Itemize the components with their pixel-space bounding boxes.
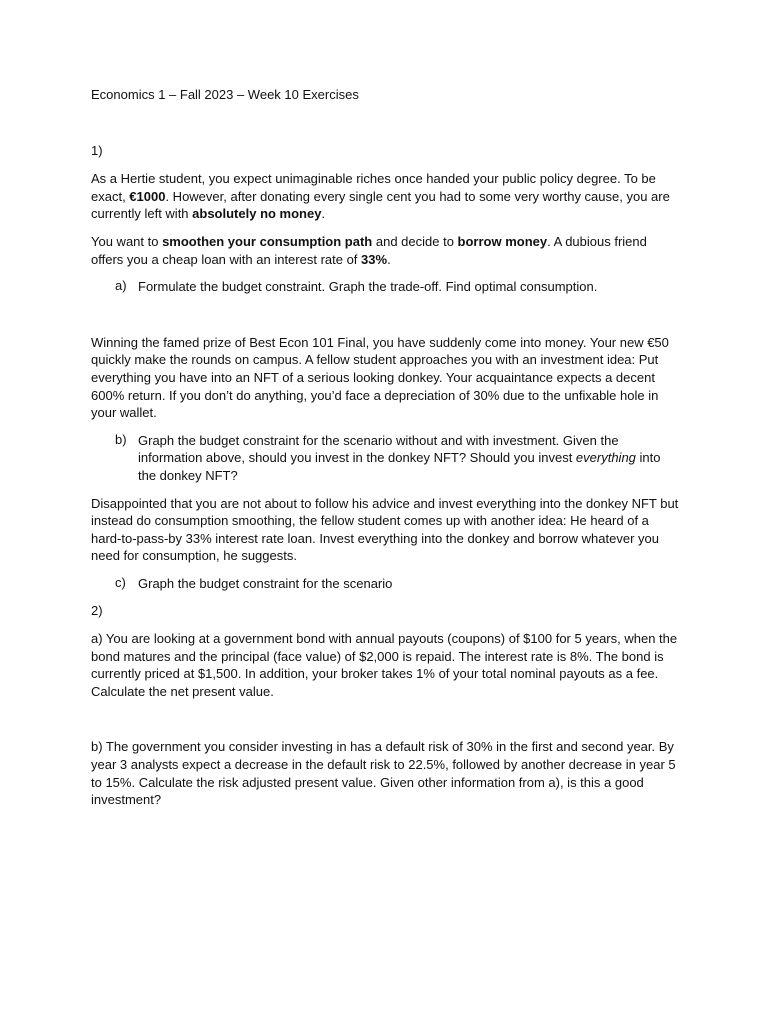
- everything-emphasis: everything: [575, 450, 636, 466]
- question-2b-paragraph: b) The government you consider investing in has a default risk of 30% in the first and second year. By year 3 analysts expect a decrease in the default risk to 22.5%, followed by another decrease in year 5 to 15%. Calculate the risk adjusted present value. Given other information from a), is this a good investment?: [91, 739, 676, 808]
- item-label: c): [115, 574, 126, 590]
- question-2-number: 2): [91, 603, 103, 619]
- question-1-number: 1): [91, 142, 103, 158]
- question-1-paragraph-3: Winning the famed prize of Best Econ 101 Final, you have suddenly come into money. Your new €50 quickly make the rounds on campus. A fellow student approaches you with an investment idea: Put everything you have into an NFT of a serious looking donkey. Your acquaintance expects a decent 600% return. If you don’t do anything, you’d face a depreciation of 30% due to the unfixable hole in your wallet.: [91, 334, 669, 421]
- question-1-paragraph-4: Disappointed that you are not about to follow his advice and invest everything into the donkey NFT but instead do consumption smoothing, the fellow student comes up with another idea: He heard of a hard-to-pass-by 33% interest rate loan. Invest everything into the donkey and borrow whatever you need for consumption, he suggests.: [91, 495, 679, 564]
- no-money-emphasis: absolutely no money: [192, 206, 322, 222]
- borrow-money-emphasis: borrow money: [457, 233, 548, 249]
- question-1-paragraph-2: You want to smoothen your consumption path and decide to borrow money. A dubious friend offers you a cheap loan with an interest rate of 33%.: [91, 233, 647, 267]
- question-1a-item: [91, 278, 681, 296]
- item-text: Formulate the budget constraint. Graph the trade-off. Find optimal consumption.: [138, 279, 598, 295]
- interest-rate-emphasis: 33%: [361, 251, 388, 267]
- consumption-path-emphasis: smoothen your consumption path: [162, 233, 373, 249]
- document-title: Economics 1 – Fall 2023 – Week 10 Exercises: [91, 87, 359, 102]
- item-text: Graph the budget constraint for the scenario: [138, 575, 393, 591]
- question-1c-item: [91, 575, 681, 593]
- item-label: a): [115, 278, 127, 294]
- question-1b-item: [91, 432, 681, 485]
- document-page: [91, 86, 681, 819]
- item-text: Graph the budget constraint for the scenario without and with investment. Given the information above, should you invest in the donkey NFT? Should you invest everything into the donkey NFT?: [138, 432, 661, 483]
- item-label: b): [115, 431, 127, 447]
- amount-emphasis: €1000: [129, 188, 166, 204]
- question-2a-paragraph: a) You are looking at a government bond with annual payouts (coupons) of $100 for 5 years, when the bond matures and the principal (face value) of $2,000 is repaid. The interest rate is 8%. The bond is currently priced at $1,500. In addition, your broker takes 1% of your total nominal payouts as a fee. Calculate the net present value.: [91, 631, 678, 699]
- question-1-paragraph-1: As a Hertie student, you expect unimaginable riches once handed your public policy degree. To be exact, €1000. However, after donating every single cent you had to some very worthy cause, you are currently left with absolutely no money.: [91, 171, 670, 222]
